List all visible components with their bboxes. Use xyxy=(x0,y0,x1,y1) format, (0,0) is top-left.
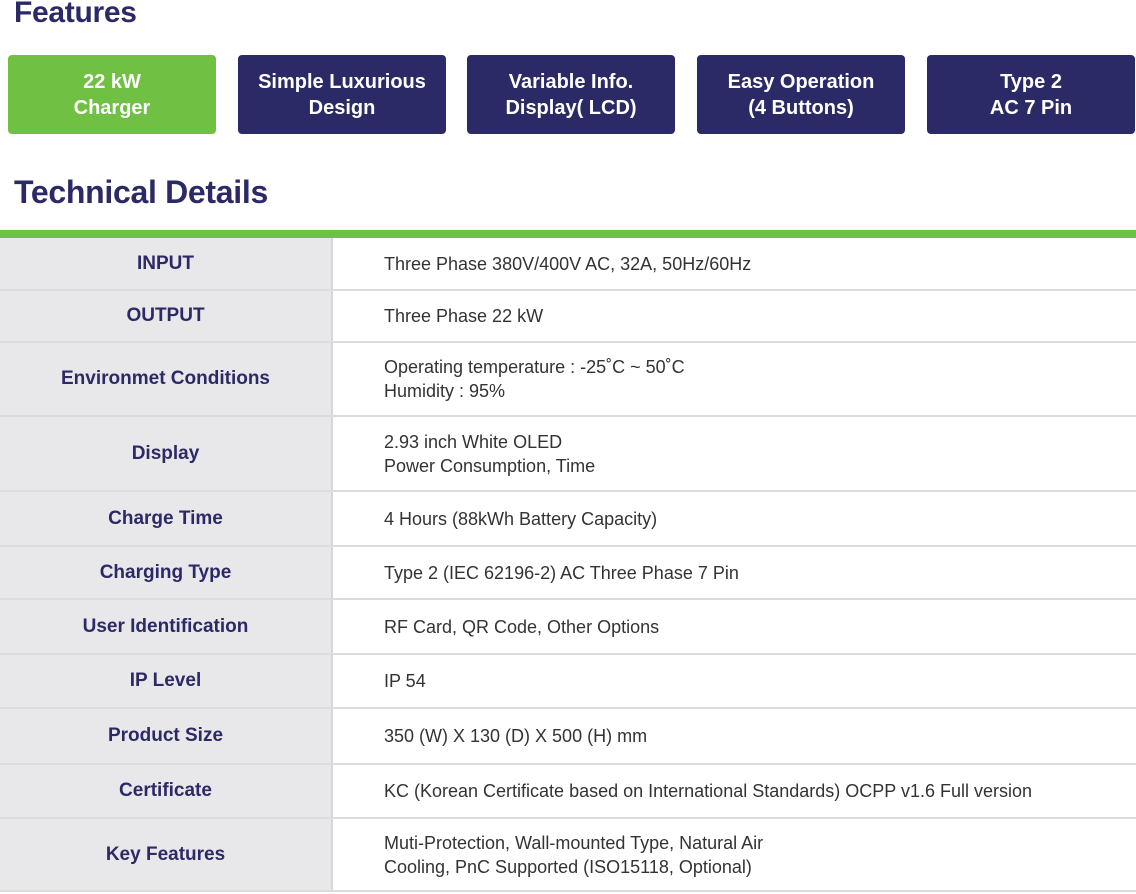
table-row xyxy=(0,655,1136,709)
spec-value xyxy=(333,492,1136,545)
table-row xyxy=(0,417,1136,492)
table-row xyxy=(0,291,1136,343)
feature-label: Simple Luxurious Design xyxy=(258,70,426,119)
feature-label: 22 kW Charger xyxy=(73,70,151,119)
spec-value-line: Operating temperature : -25˚C ~ 50˚C xyxy=(384,357,685,377)
technical-details-heading: Technical Details xyxy=(14,174,268,210)
spec-key: User Identification xyxy=(0,600,333,653)
spec-key: Charge Time xyxy=(0,492,333,545)
spec-value xyxy=(333,819,1136,890)
spec-key: Display xyxy=(0,417,333,490)
table-row xyxy=(0,238,1136,291)
table-top-accent-bar xyxy=(0,230,1136,238)
table-row xyxy=(0,819,1136,892)
table-row xyxy=(0,709,1136,765)
spec-key: IP Level xyxy=(0,655,333,707)
spec-value xyxy=(333,547,1136,598)
features-heading: Features xyxy=(14,0,137,29)
spec-key: Charging Type xyxy=(0,547,333,598)
table-row xyxy=(0,547,1136,600)
spec-key: Environmet Conditions xyxy=(0,343,333,415)
spec-value-line: KC (Korean Certificate based on International Standards) OCPP v1.6 Full version xyxy=(384,781,1032,801)
spec-value-line: Cooling, PnC Supported (ISO15118, Optional) xyxy=(384,856,752,877)
feature-label: Type 2 AC 7 Pin xyxy=(989,70,1073,119)
spec-value-line: Power Consumption, Time xyxy=(384,455,596,476)
table-row xyxy=(0,765,1136,819)
spec-key: Product Size xyxy=(0,709,333,763)
feature-variable-info-display xyxy=(467,55,675,134)
spec-value xyxy=(333,238,1136,289)
spec-value-line: Three Phase 380V/400V AC, 32A, 50Hz/60Hz xyxy=(384,253,752,274)
spec-value-line: Three Phase 22 kW xyxy=(384,306,544,326)
spec-value xyxy=(333,343,1136,415)
table-row xyxy=(0,492,1136,547)
spec-key: OUTPUT xyxy=(0,291,333,341)
spec-value xyxy=(333,709,1136,763)
technical-details-table xyxy=(0,238,1136,892)
spec-value-line: 4 Hours (88kWh Battery Capacity) xyxy=(384,508,658,529)
spec-value-line: 2.93 inch White OLED xyxy=(384,431,563,452)
spec-value xyxy=(333,655,1136,707)
spec-value-line: IP 54 xyxy=(384,671,426,691)
spec-value xyxy=(333,417,1136,490)
features-row xyxy=(0,55,1136,134)
spec-value-line: 350 (W) X 130 (D) X 500 (H) mm xyxy=(384,726,648,746)
feature-simple-luxurious-design xyxy=(238,55,446,134)
table-row xyxy=(0,343,1136,417)
feature-label: Variable Info. Display( LCD) xyxy=(505,70,637,119)
feature-22kw-charger xyxy=(8,55,216,134)
spec-value-line: RF Card, QR Code, Other Options xyxy=(384,616,660,637)
spec-value-line: Type 2 (IEC 62196-2) AC Three Phase 7 Pin xyxy=(384,562,739,583)
spec-key: Key Features xyxy=(0,819,333,890)
spec-key: INPUT xyxy=(0,238,333,289)
spec-value xyxy=(333,765,1136,817)
spec-value xyxy=(333,291,1136,341)
feature-type2-ac-7pin xyxy=(927,55,1135,134)
feature-easy-operation xyxy=(697,55,905,134)
feature-label: Easy Operation (4 Buttons) xyxy=(727,70,875,119)
spec-key: Certificate xyxy=(0,765,333,817)
table-row xyxy=(0,600,1136,655)
spec-value-line: Humidity : 95% xyxy=(384,381,506,401)
spec-value-line: Muti-Protection, Wall-mounted Type, Natural Air xyxy=(384,832,764,853)
spec-value xyxy=(333,600,1136,653)
